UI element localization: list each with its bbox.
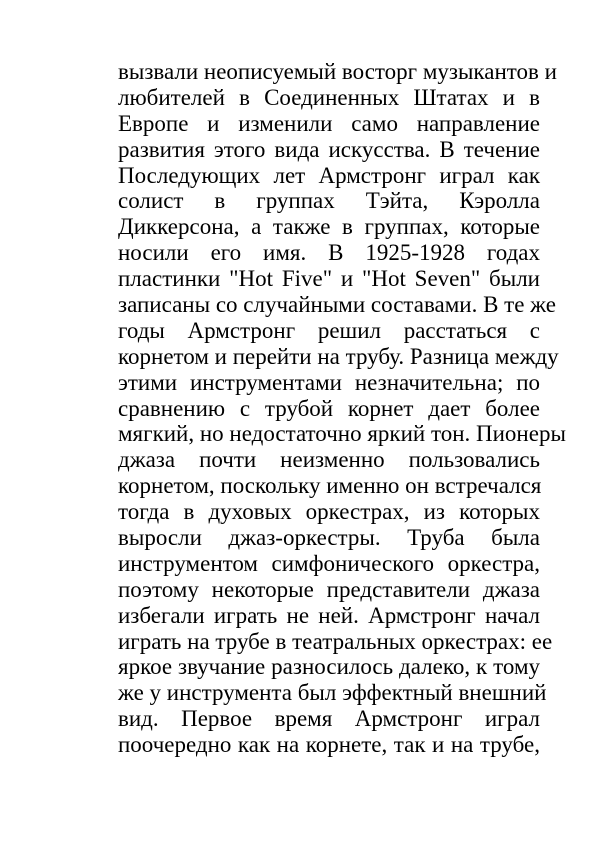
text-line: этими инструментами незначительна; по bbox=[118, 369, 540, 395]
text-line: записаны со случайными составами. В те же bbox=[118, 292, 556, 318]
text-line: годы Армстронг решил расстаться с bbox=[118, 317, 540, 343]
text-line: пластинки "Hot Five" и "Hot Seven" были bbox=[118, 266, 540, 292]
text-line: Европе и изменили само направление bbox=[118, 110, 540, 136]
text-line: солист в группах Тэйта, Кэролла bbox=[118, 188, 540, 214]
text-line: мягкий, но недостаточно яркий тон. Пионеры bbox=[118, 421, 566, 447]
text-line: Последующих лет Армстронг играл как bbox=[118, 162, 540, 188]
text-line: любителей в Соединенных Штатах и в bbox=[118, 84, 540, 110]
text-line: играть на трубе в театральных оркестрах: ее bbox=[118, 628, 553, 654]
text-line: сравнению с трубой корнет дает более bbox=[118, 395, 540, 421]
text-line: поочередно как на корнете, так и на трубе, bbox=[118, 732, 540, 758]
text-line: же у инструмента был эффектный внешний bbox=[118, 680, 547, 706]
text-line: корнетом, поскольку именно он встречался bbox=[118, 473, 542, 499]
text-line: инструментом симфонического оркестра, bbox=[118, 550, 540, 576]
text-line: тогда в духовых оркестрах, из которых bbox=[118, 499, 540, 525]
text-line: избегали играть не ней. Армстронг начал bbox=[118, 602, 540, 628]
text-line: джаза почти неизменно пользовались bbox=[118, 447, 540, 473]
text-line: вызвали неописуемый восторг музыкантов и bbox=[118, 59, 557, 84]
text-line: развития этого вида искусства. В течение bbox=[118, 136, 540, 162]
text-line: Диккерсона, а также в группах, которые bbox=[118, 214, 540, 240]
text-line: яркое звучание разносилось далеко, к тому bbox=[118, 654, 540, 680]
text-line: носили его имя. В 1925-1928 годах bbox=[118, 240, 540, 266]
text-line: корнетом и перейти на трубу. Разница между bbox=[118, 343, 559, 369]
text-line: выросли джаз-оркестры. Труба была bbox=[118, 525, 540, 551]
text-line: поэтому некоторые представители джаза bbox=[118, 576, 540, 602]
body-paragraph bbox=[118, 59, 566, 758]
text-line: вид. Первое время Армстронг играл bbox=[118, 706, 540, 732]
